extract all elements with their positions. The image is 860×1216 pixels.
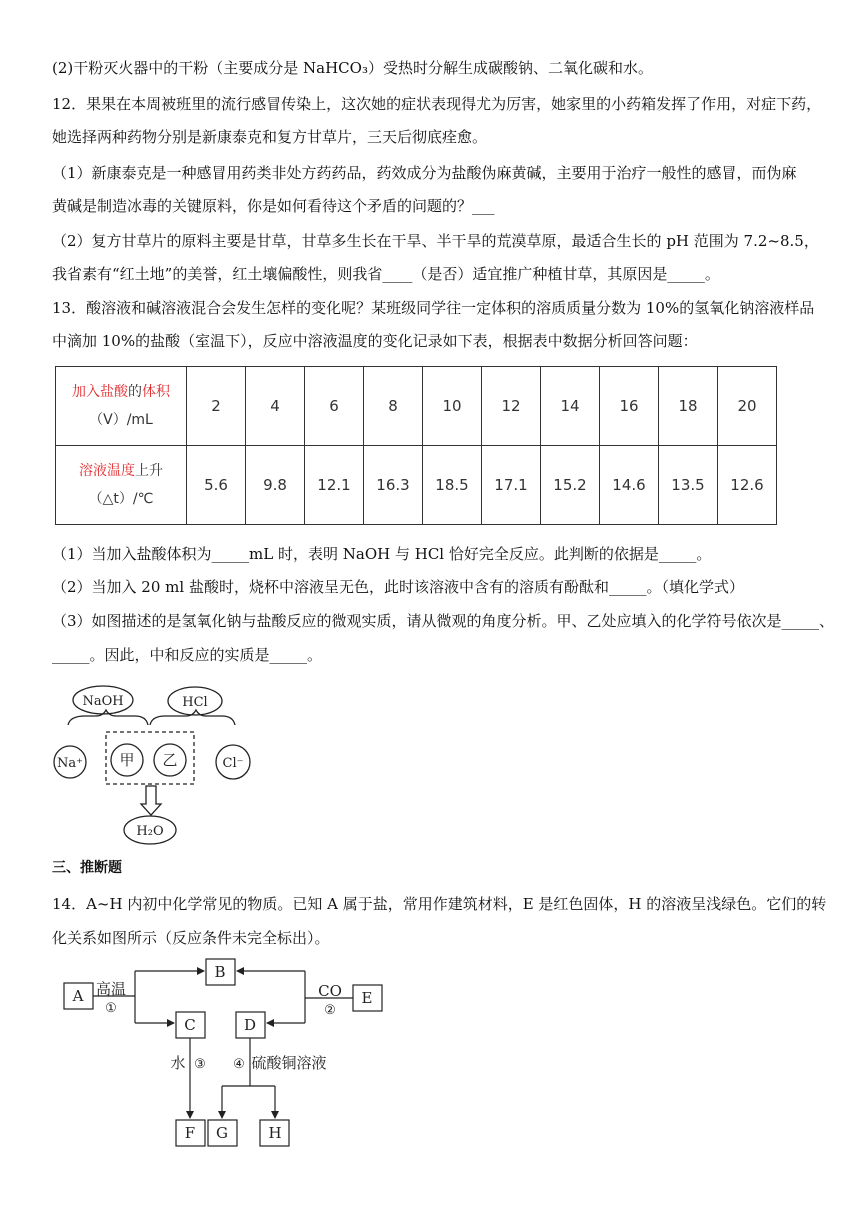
table-cell: 14.6 — [600, 446, 659, 525]
question-12-part1: （1）新康泰克是一种感冒用药类非处方药药品，药效成分为盐酸伪麻黄碱，主要用于治疗一般性的感冒，而伪麻 — [52, 164, 797, 182]
question-12-text: 她选择两种药物分别是新康泰克和复方甘草片，三天后彻底痊愈。 — [52, 128, 488, 146]
table-cell: 12.1 — [305, 446, 364, 525]
naoh-label: NaOH — [82, 694, 124, 709]
text-line: (2)干粉灭火器中的干粉（主要成分是 NaHCO₃）受热时分解生成碳酸钠、二氧化碳和水。 — [52, 59, 653, 77]
table-header-temperature: 溶液温度上升 （△t）/℃ — [56, 446, 187, 525]
box-g-label: G — [216, 1124, 228, 1142]
cl-ion-label: Cl⁻ — [222, 756, 244, 771]
table-cell: 12.6 — [718, 446, 777, 525]
table-cell: 13.5 — [659, 446, 718, 525]
question-12-part2: 我省素有“红土地”的美誉，红土壤偏酸性，则我省____（是否）适宜推广种植甘草，其原因是_____。 — [52, 265, 720, 283]
table-cell: 16.3 — [364, 446, 423, 525]
reaction-2-condition: CO — [318, 982, 342, 1000]
table-cell: 8 — [364, 367, 423, 446]
reaction-2-number: ② — [324, 1003, 336, 1018]
question-13-part1: （1）当加入盐酸体积为_____mL 时，表明 NaOH 与 HCl 恰好完全反应。此判断的依据是_____。 — [52, 545, 712, 563]
table-cell: 9.8 — [246, 446, 305, 525]
table-cell: 4 — [246, 367, 305, 446]
question-13-part2: （2）当加入 20 ml 盐酸时，烧杯中溶液呈无色，此时该溶液中含有的溶质有酚酞和_____。（填化学式） — [52, 578, 744, 596]
table-cell: 18 — [659, 367, 718, 446]
table-cell: 12 — [482, 367, 541, 446]
table-cell: 15.2 — [541, 446, 600, 525]
reaction-3-condition: 水 — [170, 1054, 186, 1072]
table-cell: 2 — [187, 367, 246, 446]
box-b-label: B — [214, 963, 226, 981]
yi-label: 乙 — [162, 751, 178, 769]
question-13-part3: （3）如图描述的是氢氧化钠与盐酸反应的微观实质，请从微观的角度分析。甲、乙处应填入的化学符号依次是_____、 — [52, 612, 835, 630]
jia-label: 甲 — [119, 751, 135, 769]
table-cell: 6 — [305, 367, 364, 446]
box-e-label: E — [361, 989, 373, 1007]
table-cell: 18.5 — [423, 446, 482, 525]
table-cell: 5.6 — [187, 446, 246, 525]
table-cell: 20 — [718, 367, 777, 446]
question-12-part2: （2）复方甘草片的原料主要是甘草，甘草多生长在干旱、半干旱的荒漠草原，最适合生长的 pH 范围为 7.2~8.5， — [52, 232, 819, 250]
table-cell: 10 — [423, 367, 482, 446]
question-13-part3: _____。因此，中和反应的实质是_____。 — [52, 646, 323, 664]
micro-diagram — [54, 686, 250, 844]
box-h-label: H — [268, 1124, 282, 1142]
reaction-1-number: ① — [105, 1001, 117, 1016]
question-14-text: 化关系如图所示（反应条件未完全标出）。 — [52, 929, 330, 947]
reaction-3-number: ③ — [194, 1057, 206, 1072]
question-13-text: 中滴加 10%的盐酸（室温下），反应中溶液温度的变化记录如下表，根据表中数据分析回答问题： — [52, 332, 698, 350]
reaction-4-number: ④ — [233, 1057, 245, 1072]
h2o-label: H₂O — [136, 824, 164, 839]
question-13-text: 13．酸溶液和碱溶液混合会发生怎样的变化呢？某班级同学往一定体积的溶质质量分数为 10%的氢氧化钠溶液样品 — [52, 299, 815, 317]
box-f-label: F — [184, 1124, 196, 1142]
section-heading: 三、推断题 — [52, 860, 122, 876]
table-cell: 14 — [541, 367, 600, 446]
box-c-label: C — [184, 1016, 196, 1034]
down-arrow — [141, 786, 161, 815]
reaction-1-condition: 高温 — [95, 980, 127, 998]
question-12-text: 12．果果在本周被班里的流行感冒传染上，这次她的症状表现得尤为厉害，她家里的小药箱发挥了作用，对症下药， — [52, 95, 822, 113]
na-ion-label: Na⁺ — [57, 756, 83, 771]
flow-arrowheads — [167, 967, 279, 1119]
question-14-text: 14．A~H 内初中化学常见的物质。已知 A 属于盐，常用作建筑材料，E 是红色固体，H 的溶液呈浅绿色。它们的转 — [52, 895, 827, 913]
table-cell: 16 — [600, 367, 659, 446]
question-12-part1: 黄碱是制造冰毒的关键原料，你是如何看待这个矛盾的问题的？___ — [52, 197, 495, 215]
box-a-label: A — [72, 987, 84, 1005]
hcl-label: HCl — [182, 695, 208, 710]
reaction-4-condition: 硫酸铜溶液 — [251, 1054, 327, 1072]
box-d-label: D — [243, 1016, 257, 1034]
table-cell: 17.1 — [482, 446, 541, 525]
table-header-volume: 加入盐酸的体积 （V）/mL — [56, 367, 187, 446]
